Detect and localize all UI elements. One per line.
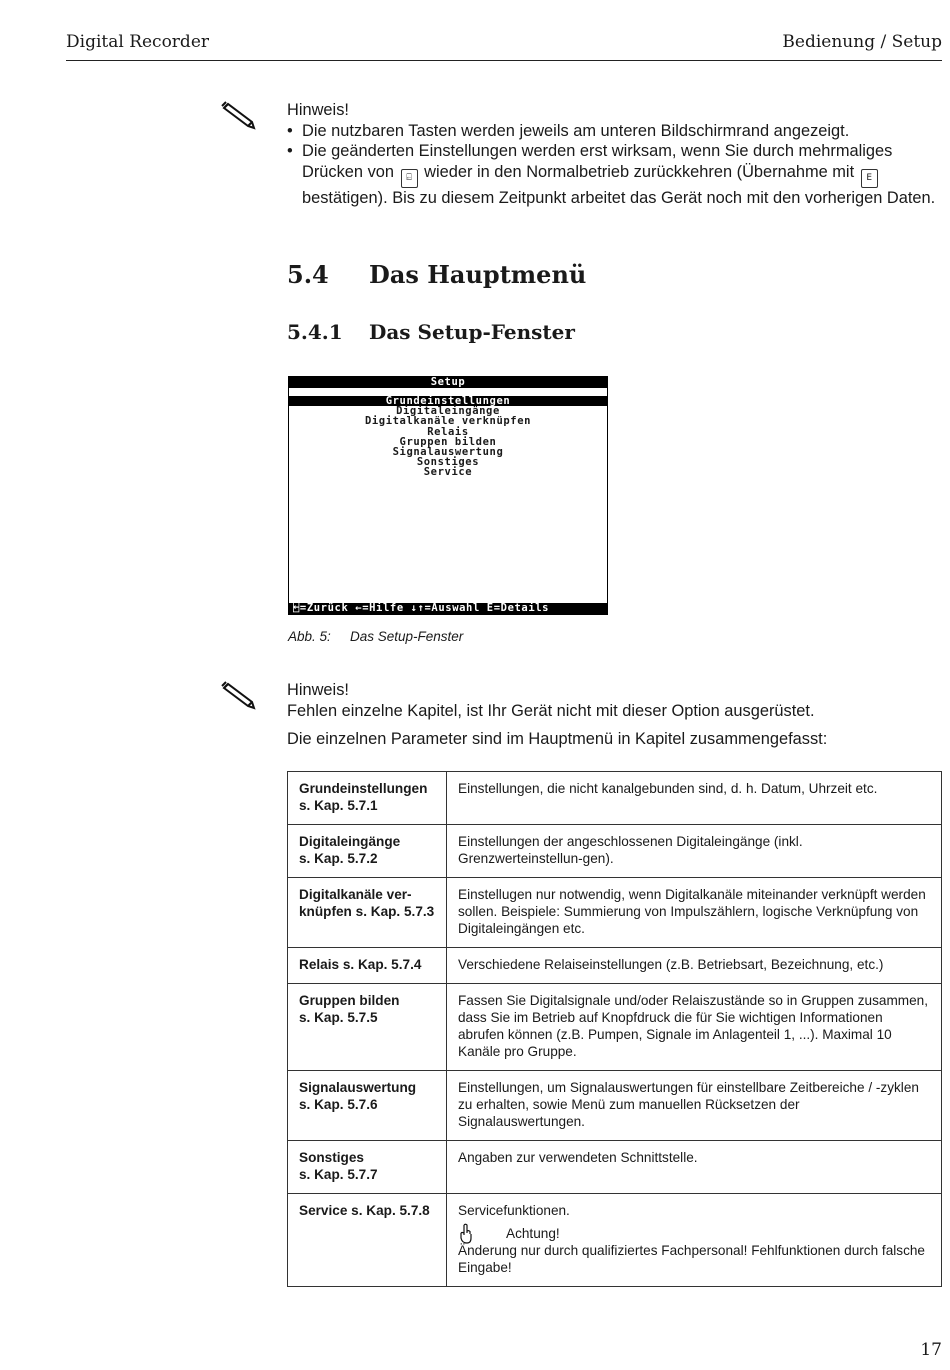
screen-menu-item: Digitalkanäle verknüpfen bbox=[364, 415, 532, 428]
section-number: 5.4 bbox=[287, 260, 329, 289]
row-label-text: Digitalkanäle ver-knüpfen s. Kap. 5.7.3 bbox=[299, 887, 435, 919]
screen-menu-item: Grundeinstellungen bbox=[289, 396, 607, 406]
screen-title: Setup bbox=[289, 377, 607, 388]
row-label bbox=[288, 1194, 447, 1287]
note-1-bullet-2-text-b: wieder in den Normalbetrieb zurückkehren (Übernahme mit bbox=[424, 162, 855, 181]
row-label-text: Service s. Kap. 5.7.8 bbox=[299, 1203, 430, 1218]
table-row bbox=[288, 1194, 942, 1287]
row-label-text: Digitaleingänge s. Kap. 5.7.2 bbox=[299, 834, 401, 866]
row-label-text: Grundeinstellungen s. Kap. 5.7.1 bbox=[299, 781, 428, 813]
row-description: Einstellugen nur notwendig, wenn Digitalkanäle miteinander verknüpft werden sollen. Beispiele: Summierung von Impulszählern, logische Verknüpfung von Digitaleingängen etc. bbox=[447, 878, 942, 948]
note-2-title: Hinweis! bbox=[287, 681, 349, 699]
row-label-text: Gruppen bilden s. Kap. 5.7.5 bbox=[299, 993, 400, 1025]
screen-menu bbox=[289, 396, 607, 478]
row-label-text: Relais s. Kap. 5.7.4 bbox=[299, 957, 422, 972]
page-number: 17 bbox=[920, 1340, 942, 1360]
header-divider bbox=[66, 60, 942, 61]
back-key-icon: ⍇ bbox=[401, 169, 418, 188]
row-description: Fassen Sie Digitalsignale und/oder Relaiszustände so in Gruppen zusammen, dass Sie im Betrieb auf Knopfdruck die für Sie wichtigen Informationen abrufen können (z.B. Pumpen, Signale im Anlagenteil 1, ...). Maximal 10 Kanäle pro Gruppe. bbox=[447, 984, 942, 1071]
note-1-bullet-1-text: Die nutzbaren Tasten werden jeweils am unteren Bildschirmrand angezeigt. bbox=[302, 121, 850, 140]
e-key-icon: E bbox=[861, 169, 878, 188]
section-title: Das Hauptmenü bbox=[369, 260, 587, 289]
row-label bbox=[288, 772, 447, 825]
table-row bbox=[288, 772, 942, 825]
screen-menu-item: Digitaleingänge bbox=[396, 405, 500, 418]
note-1 bbox=[287, 100, 937, 208]
setup-screen-figure bbox=[288, 376, 608, 615]
screen-menu-item: Service bbox=[423, 466, 473, 479]
note-1-bullet-2-text-c: bestätigen). Bis zu diesem Zeitpunkt arbeitet das Gerät noch mit den vorherigen Daten. bbox=[302, 188, 936, 207]
figure-number: Abb. 5: bbox=[288, 629, 331, 644]
table-row bbox=[288, 825, 942, 878]
row-description: Einstellungen, die nicht kanalgebunden sind, d. h. Datum, Uhrzeit etc. bbox=[447, 772, 942, 825]
row-description: Einstellungen der angeschlossenen Digitaleingänge (inkl. Grenzwerteinstellun-gen). bbox=[447, 825, 942, 878]
row-label bbox=[288, 948, 447, 984]
row-description: Verschiedene Relaiseinstellungen (z.B. Betriebsart, Bezeichnung, etc.) bbox=[447, 948, 942, 984]
row-label bbox=[288, 878, 447, 948]
note-2-text: Fehlen einzelne Kapitel, ist Ihr Gerät nicht mit dieser Option ausgerüstet. bbox=[287, 701, 815, 720]
pointing-hand-icon bbox=[458, 1223, 474, 1245]
pencil-icon bbox=[218, 98, 260, 134]
note-1-bullet-2-text-a: Die geänderten Einstellungen werden erst wirksam, wenn Sie durch mehrmaliges Drücken von bbox=[302, 142, 893, 181]
warning-block bbox=[458, 1225, 930, 1276]
row-label bbox=[288, 984, 447, 1071]
service-description: Servicefunktionen. bbox=[458, 1203, 570, 1218]
subsection-title: Das Setup-Fenster bbox=[369, 320, 575, 344]
header-right-title: Bedienung / Setup bbox=[782, 32, 942, 52]
warning-text: Änderung nur durch qualifiziertes Fachpersonal! Fehlfunktionen durch falsche Eingabe! bbox=[458, 1243, 925, 1275]
note-1-bullet-2 bbox=[287, 141, 937, 208]
table-row bbox=[288, 948, 942, 984]
header-left-title: Digital Recorder bbox=[66, 32, 210, 52]
note-2 bbox=[287, 680, 937, 721]
row-label bbox=[288, 1141, 447, 1194]
intro-text: Die einzelnen Parameter sind im Hauptmenü in Kapitel zusammengefasst: bbox=[287, 730, 828, 748]
row-label bbox=[288, 825, 447, 878]
screen-menu-item: Signalauswertung bbox=[392, 445, 504, 458]
subsection-number: 5.4.1 bbox=[287, 320, 343, 344]
figure-caption: Das Setup-Fenster bbox=[350, 629, 464, 644]
row-label-text: Signalauswertung s. Kap. 5.7.6 bbox=[299, 1080, 417, 1112]
table-row bbox=[288, 1071, 942, 1141]
row-description: Einstellungen, um Signalauswertungen für einstellbare Zeitbereiche / -zyklen zu erhalten, sowie Menü zum manuellen Rücksetzen der Signalauswertungen. bbox=[447, 1071, 942, 1141]
screen-footer: ⍇=Zurück ←=Hilfe ↓↑=Auswahl E=Details bbox=[289, 603, 607, 614]
pencil-icon bbox=[218, 678, 260, 714]
row-description bbox=[447, 1194, 942, 1287]
screen-menu-item: Relais bbox=[427, 425, 469, 438]
note-1-title: Hinweis! bbox=[287, 101, 349, 119]
row-label-text: Sonstiges s. Kap. 5.7.7 bbox=[299, 1150, 378, 1182]
table-row bbox=[288, 1141, 942, 1194]
row-description: Angaben zur verwendeten Schnittstelle. bbox=[447, 1141, 942, 1194]
warning-title: Achtung! bbox=[506, 1226, 560, 1241]
parameter-table bbox=[287, 771, 942, 1287]
row-label bbox=[288, 1071, 447, 1141]
screen-menu-item: Gruppen bilden bbox=[399, 435, 497, 448]
table-row bbox=[288, 878, 942, 948]
note-1-bullet-1 bbox=[287, 121, 937, 142]
screen-menu-item: Sonstiges bbox=[416, 456, 480, 469]
table-row bbox=[288, 984, 942, 1071]
